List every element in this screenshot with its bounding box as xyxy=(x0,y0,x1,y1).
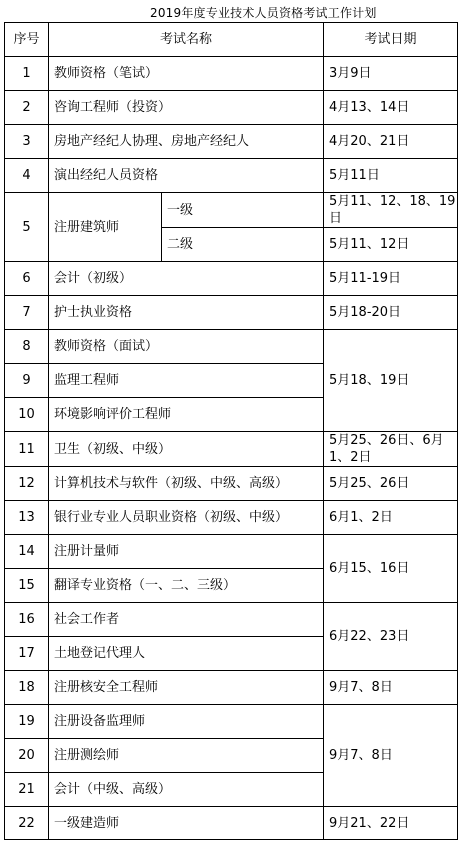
row-number: 15 xyxy=(5,569,49,603)
row-number: 18 xyxy=(5,671,49,705)
row-number: 8 xyxy=(5,330,49,364)
exam-date: 5月11-19日 xyxy=(324,262,458,296)
table-row xyxy=(5,501,458,535)
row-number: 22 xyxy=(5,807,49,840)
table-row xyxy=(5,262,458,296)
table-row xyxy=(5,193,458,228)
exam-name: 注册设备监理师 xyxy=(49,705,324,739)
row-number: 2 xyxy=(5,91,49,125)
exam-name: 演出经纪人员资格 xyxy=(49,159,324,193)
row-number: 21 xyxy=(5,773,49,807)
row-number: 9 xyxy=(5,364,49,398)
exam-date: 4月13、14日 xyxy=(324,91,458,125)
table-row xyxy=(5,705,458,739)
exam-name: 社会工作者 xyxy=(49,603,324,637)
row-number: 19 xyxy=(5,705,49,739)
row-number: 4 xyxy=(5,159,49,193)
exam-schedule-table xyxy=(4,22,458,840)
table-row xyxy=(5,603,458,637)
table-row xyxy=(5,807,458,840)
exam-date: 3月9日 xyxy=(324,57,458,91)
exam-date: 5月18、19日 xyxy=(324,330,458,432)
page-title: 2019年度专业技术人员资格考试工作计划 xyxy=(150,6,377,20)
exam-date: 5月11、12、18、19日 xyxy=(324,193,458,228)
exam-name: 计算机技术与软件（初级、中级、高级） xyxy=(49,467,324,501)
exam-name: 会计（初级） xyxy=(49,262,324,296)
exam-date: 5月25、26日 xyxy=(324,467,458,501)
row-number: 6 xyxy=(5,262,49,296)
exam-date: 5月18-20日 xyxy=(324,296,458,330)
exam-date: 5月11日 xyxy=(324,159,458,193)
exam-name: 注册核安全工程师 xyxy=(49,671,324,705)
table-row xyxy=(5,125,458,159)
exam-date: 6月15、16日 xyxy=(324,535,458,603)
exam-date: 9月7、8日 xyxy=(324,671,458,705)
row-number: 17 xyxy=(5,637,49,671)
exam-name: 护士执业资格 xyxy=(49,296,324,330)
exam-name: 教师资格（笔试） xyxy=(49,57,324,91)
row-number: 14 xyxy=(5,535,49,569)
row-number: 13 xyxy=(5,501,49,535)
table-row xyxy=(5,57,458,91)
header-date: 考试日期 xyxy=(324,23,458,57)
row-number: 1 xyxy=(5,57,49,91)
exam-date: 5月25、26日、6月1、2日 xyxy=(324,432,458,467)
table-row xyxy=(5,159,458,193)
exam-date: 4月20、21日 xyxy=(324,125,458,159)
row-number: 7 xyxy=(5,296,49,330)
table-row xyxy=(5,296,458,330)
row-number: 10 xyxy=(5,398,49,432)
exam-name: 教师资格（面试） xyxy=(49,330,324,364)
exam-level: 二级 xyxy=(162,228,324,262)
table-header-row xyxy=(5,23,458,57)
table-row xyxy=(5,330,458,364)
header-no: 序号 xyxy=(5,23,49,57)
exam-name: 土地登记代理人 xyxy=(49,637,324,671)
exam-name: 监理工程师 xyxy=(49,364,324,398)
exam-name: 一级建造师 xyxy=(49,807,324,840)
exam-date: 6月22、23日 xyxy=(324,603,458,671)
table-row xyxy=(5,671,458,705)
exam-name: 注册建筑师 xyxy=(49,193,162,262)
exam-date: 9月21、22日 xyxy=(324,807,458,840)
exam-name: 卫生（初级、中级） xyxy=(49,432,324,467)
row-number: 5 xyxy=(5,193,49,262)
exam-date: 6月1、2日 xyxy=(324,501,458,535)
row-number: 3 xyxy=(5,125,49,159)
exam-name: 咨询工程师（投资） xyxy=(49,91,324,125)
exam-date: 5月11、12日 xyxy=(324,228,458,262)
exam-name: 银行业专业人员职业资格（初级、中级） xyxy=(49,501,324,535)
table-row xyxy=(5,535,458,569)
exam-name: 房地产经纪人协理、房地产经纪人 xyxy=(49,125,324,159)
exam-name: 环境影响评价工程师 xyxy=(49,398,324,432)
header-name: 考试名称 xyxy=(49,23,324,57)
exam-date: 9月7、8日 xyxy=(324,705,458,807)
row-number: 12 xyxy=(5,467,49,501)
exam-name: 注册测绘师 xyxy=(49,739,324,773)
table-row xyxy=(5,91,458,125)
exam-name: 会计（中级、高级） xyxy=(49,773,324,807)
row-number: 11 xyxy=(5,432,49,467)
table-row xyxy=(5,467,458,501)
exam-name: 翻译专业资格（一、二、三级） xyxy=(49,569,324,603)
table-row xyxy=(5,432,458,467)
exam-level: 一级 xyxy=(162,193,324,228)
exam-name: 注册计量师 xyxy=(49,535,324,569)
row-number: 20 xyxy=(5,739,49,773)
row-number: 16 xyxy=(5,603,49,637)
